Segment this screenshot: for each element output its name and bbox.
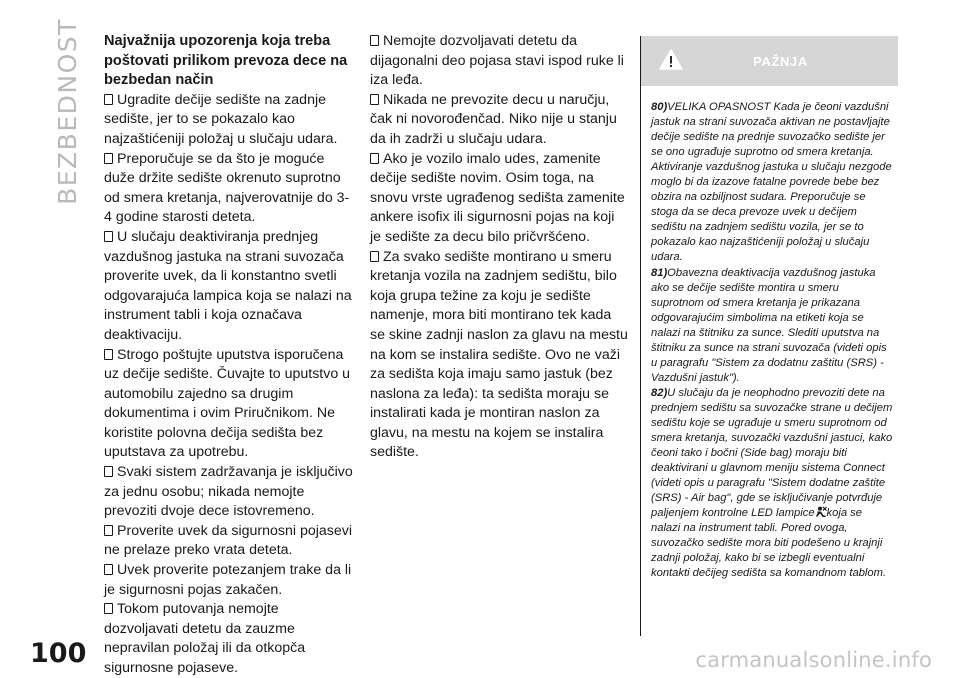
list-item-text: Za svako sedište montirano u smeru kretanja vozila na zadnjem sedištu, bilo koja grupa težine za koju je sedište namenje, mora biti montirano tek kada se skine zadnji naslon za glavu na mestu na kom se instalira sedište. Ovo ne važi za sedišta koja imaju samo jastuk (bez naslona za leđa): ta sedišta moraju se instalirati kada je montiran naslon za glavu, na mestu na kojem se instalira sedište. [370, 248, 628, 461]
warning-body [641, 86, 898, 582]
warning-box [640, 36, 898, 636]
section-heading: Najvažnija upozorenja koja treba poštovati prilikom prevoza dece na bezbedan način [104, 33, 348, 89]
checkbox-bullet-icon [104, 564, 113, 575]
airbag-off-led-icon [815, 506, 827, 518]
warning-header [641, 36, 898, 86]
list-item [370, 248, 628, 464]
list-item [370, 150, 628, 248]
page-number: 100 [30, 638, 87, 669]
warning-entry [651, 386, 894, 582]
warning-entry-number: 82) [651, 386, 668, 399]
warning-entry [651, 100, 894, 266]
list-item [104, 91, 356, 150]
warning-title: PAŽNJA [753, 53, 808, 69]
checkbox-bullet-icon [104, 466, 113, 477]
checkbox-bullet-icon [104, 349, 113, 360]
column-2 [370, 32, 628, 463]
list-item-text: Ako je vozilo imalo udes, zamenite dečije sedište novim. Osim toga, na snovu vrste ugrađenog sedišta zamenite ankere isofix ili sigurnosni pojas na koji je sedište za decu bilo pričvršćeno. [370, 150, 625, 245]
list-item [104, 228, 356, 346]
list-item-text: Tokom putovanja nemojte dozvoljavati detetu da zauzme nepravilan položaj ili da otkopča sigurnosne pojaseve. [104, 601, 306, 676]
list-item [104, 463, 356, 522]
checkbox-bullet-icon [104, 525, 113, 536]
checkbox-bullet-icon [104, 231, 113, 242]
list-item [370, 32, 628, 91]
list-item-text: Strogo poštujte uputstva isporučena uz dečije sedište. Čuvajte to uputstvo u automobilu zajedno sa drugim dokumentima i ovim Priručnikom. Ne koristite polovna dečija sedišta bez uputstava za upotrebu. [104, 346, 351, 461]
list-item [104, 600, 356, 678]
warning-entry-number: 80) [651, 101, 668, 113]
checkbox-bullet-icon [104, 153, 113, 164]
checkbox-bullet-icon [370, 153, 379, 164]
list-item-text: Nemojte dozvoljavati detetu da dijagonalni deo pojasa stavi ispod ruke li iza leđa. [370, 33, 624, 89]
warning-entry-text: U slučaju da je neophodno prevoziti dete na prednjem sedištu sa suvozačke strane u dečijem sedištu koje se ugrađuje u smeru suprotnom od smera kretanja, suvozački vazdušni jastuci, kako čeoni tako i bočni (Side bag) moraju biti deaktivirani u glavnom meniju sistema Connect (videti opis u paragrafu "Sistem dodatne zaštite (SRS) - Air bag", gde se isključivanje potvrđuje paljenjem kontrolne LED lampice [651, 386, 893, 520]
list-item-text: Ugradite dečije sedište na zadnje sedište, jer to se pokazalo kao najzaštićeniji položaj u slučaju udara. [104, 91, 338, 147]
checkbox-bullet-icon [370, 35, 379, 46]
warning-entry [651, 266, 894, 386]
list-item [104, 346, 356, 464]
warning-triangle-icon [659, 49, 683, 70]
list-item-text: Uvek proverite potezanjem trake da li je sigurnosni pojas zakačen. [104, 562, 352, 598]
warning-entry-text: VELIKA OPASNOST Kada je čeoni vazdušni jastuk na strani suvozača aktivan ne postavljajte dečije sedište na prednje suvozačko sedište jer se ono ugrađuje suprotno od smera kretanja. Aktiviranje vazdušnog jastuka u slučaju nezgode moglo bi da izazove fatalne povrede bebe bez obzira na ozbiljnost sudara. Preporučuje se stoga da se deca prevoze uvek u dečijem sedištu na zadnjem sedištu vozila, jer se to pokazalo kao najzaštićeniji položaj u slučaju udara. [651, 101, 892, 264]
checkbox-bullet-icon [104, 94, 113, 105]
checkbox-bullet-icon [370, 251, 379, 262]
list-item-text: Proverite uvek da sigurnosni pojasevi ne prelaze preko vrata deteta. [104, 522, 353, 559]
list-item [104, 150, 356, 228]
warning-entry-text-continued: koja se nalazi na instrument tabli. Pored ovoga, suvozačko sedište mora biti podešeno u krajnji zadnji položaj, kako bi se izbegli eventualni kontakti dečijeg sedišta sa komandnom tablom. [651, 507, 887, 580]
checkbox-bullet-icon [370, 94, 379, 105]
list-item-text: U slučaju deaktiviranja prednjeg vazdušnog jastuka na strani suvozača proverite uvek, da li konstantno svetli odgovarajuća lampica koja se nalazi na instrument tabli i koja označava deaktivaciju. [104, 228, 352, 343]
warning-entry-number: 81) [651, 266, 668, 279]
column-1 [104, 32, 356, 678]
section-label-text: BEZBEDNOST [52, 17, 82, 205]
section-label [52, 17, 82, 205]
list-item-text: Nikada ne prevozite decu u naručju, čak ni novorođenčad. Niko nije u stanju da ih zadrži u slučaju udara. [370, 91, 617, 147]
list-item-text: Svaki sistem zadržavanja je isključivo za jednu osobu; nikada nemojte prevoziti dvoje dece istovremeno. [104, 464, 353, 520]
watermark: carmanualsonline.info [695, 648, 932, 672]
list-item [104, 561, 356, 600]
list-item-text: Preporučuje se da što je moguće duže držite sedište okrenuto suprotno od smera kretanja, najverovatnije do 3-4 godine starosti deteta. [104, 150, 350, 226]
warning-entry-text: Obavezna deaktivacija vazdušnog jastuka ako se dečije sedište montira u smeru suprotnom od smera kretanja je prikazana odgovarajućim simbolima na etiketi koja se nalazi na štitniku za sunce. Slediti uputstva na štitniku za sunce na strani suvozača (videti opis u paragrafu "Sistem za dodatnu zaštitu (SRS) - Vazdušni jastuk"). [651, 266, 887, 384]
list-item [104, 522, 356, 561]
checkbox-bullet-icon [104, 603, 113, 614]
list-item [370, 91, 628, 150]
